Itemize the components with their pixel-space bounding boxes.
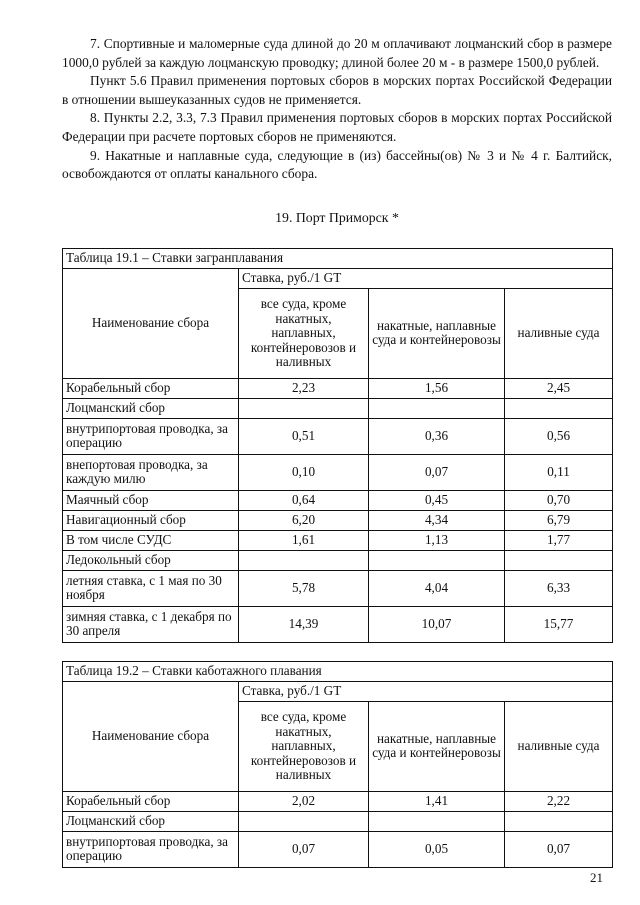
- paragraph-8: 8. Пункты 2.2, 3.3, 7.3 Правил применения портовых сборов в морских портах Российской Федерации при расчете портовых сборов не применяются.: [62, 110, 612, 144]
- table-row: [63, 530, 613, 550]
- page-number: 21: [590, 870, 603, 885]
- rate-value: 2,23: [239, 378, 369, 398]
- rate-value: 6,20: [239, 510, 369, 530]
- row-label: внепортовая проводка, за каждую милю: [63, 454, 239, 490]
- rate-value: 6,33: [505, 570, 613, 606]
- rate-value: 1,41: [369, 791, 505, 811]
- row-label: Лоцманский сбор: [63, 398, 239, 418]
- rate-value: [239, 811, 369, 831]
- rate-value: 0,05: [369, 831, 505, 867]
- column-header-name: Наименование сбора: [63, 681, 239, 791]
- column-header-all-vessels: все суда, кроме накатных, наплавных, контейнеровозов и наливных: [239, 701, 369, 791]
- rate-value: 15,77: [505, 606, 613, 642]
- rate-value: 1,77: [505, 530, 613, 550]
- rate-value: 1,13: [369, 530, 505, 550]
- rate-value: 6,79: [505, 510, 613, 530]
- rate-value: 0,70: [505, 490, 613, 510]
- column-header-tankers: наливные суда: [505, 701, 613, 791]
- rate-value: 0,36: [369, 418, 505, 454]
- table-19-1: [62, 248, 613, 643]
- row-label: Лоцманский сбор: [63, 811, 239, 831]
- rate-value: 0,11: [505, 454, 613, 490]
- row-label: Маячный сбор: [63, 490, 239, 510]
- row-label: внутрипортовая проводка, за операцию: [63, 831, 239, 867]
- rate-header: Ставка, руб./1 GT: [239, 268, 613, 288]
- row-label: Навигационный сбор: [63, 510, 239, 530]
- rate-value: 2,45: [505, 378, 613, 398]
- table-row: [63, 490, 613, 510]
- rate-value: [505, 811, 613, 831]
- table-row: [63, 831, 613, 867]
- column-header-roro: накатные, наплавные суда и контейнеровозы: [369, 288, 505, 378]
- table-row: [63, 570, 613, 606]
- rate-value: 0,07: [505, 831, 613, 867]
- row-label: внутрипортовая проводка, за операцию: [63, 418, 239, 454]
- rate-value: [505, 550, 613, 570]
- rate-value: 2,22: [505, 791, 613, 811]
- table-caption: Таблица 19.2 – Ставки каботажного плавания: [63, 661, 613, 681]
- paragraph-7: 7. Спортивные и маломерные суда длиной до 20 м оплачивают лоцманский сбор в размере 1000,0 рублей за каждую лоцманскую проводку; длиной более 20 м - в размере 1500,0 рублей.: [62, 36, 612, 70]
- rate-value: 0,56: [505, 418, 613, 454]
- rate-value: 4,04: [369, 570, 505, 606]
- row-label: Ледокольный сбор: [63, 550, 239, 570]
- section-heading: 19. Порт Приморск *: [275, 209, 399, 225]
- document-page: [62, 35, 612, 868]
- rate-value: 14,39: [239, 606, 369, 642]
- row-label: Корабельный сбор: [63, 791, 239, 811]
- rate-value: 1,61: [239, 530, 369, 550]
- table-row: [63, 550, 613, 570]
- rate-value: 0,51: [239, 418, 369, 454]
- rate-value: 5,78: [239, 570, 369, 606]
- rate-value: 10,07: [369, 606, 505, 642]
- table-row: [63, 418, 613, 454]
- paragraph-5-6-note: Пункт 5.6 Правил применения портовых сборов в морских портах Российской Федерации в отношении вышеуказанных судов не применяется.: [62, 73, 612, 107]
- column-header-tankers: наливные суда: [505, 288, 613, 378]
- table-row: [63, 791, 613, 811]
- paragraph-9: 9. Накатные и наплавные суда, следующие в (из) бассейны(ов) № 3 и № 4 г. Балтийск, освобождаются от оплаты канального сбора.: [62, 147, 612, 182]
- rate-value: 0,07: [369, 454, 505, 490]
- table-row: [63, 606, 613, 642]
- rate-value: 0,64: [239, 490, 369, 510]
- rate-value: 0,07: [239, 831, 369, 867]
- table-row: [63, 378, 613, 398]
- column-header-all-vessels: все суда, кроме накатных, наплавных, контейнеровозов и наливных: [239, 288, 369, 378]
- rate-value: [239, 550, 369, 570]
- rate-value: [239, 398, 369, 418]
- row-label: зимняя ставка, с 1 декабря по 30 апреля: [63, 606, 239, 642]
- row-label: Корабельный сбор: [63, 378, 239, 398]
- row-label: В том числе СУДС: [63, 530, 239, 550]
- column-header-name: Наименование сбора: [63, 268, 239, 378]
- rate-value: 2,02: [239, 791, 369, 811]
- table-row: [63, 510, 613, 530]
- rate-value: [369, 550, 505, 570]
- rate-value: 1,56: [369, 378, 505, 398]
- rate-header: Ставка, руб./1 GT: [239, 681, 613, 701]
- table-row: [63, 454, 613, 490]
- column-header-roro: накатные, наплавные суда и контейнеровозы: [369, 701, 505, 791]
- table-row: [63, 398, 613, 418]
- rate-value: [369, 398, 505, 418]
- table-19-2: [62, 661, 613, 868]
- rate-value: 0,45: [369, 490, 505, 510]
- rate-value: 0,10: [239, 454, 369, 490]
- rate-value: [369, 811, 505, 831]
- row-label: летняя ставка, с 1 мая по 30 ноября: [63, 570, 239, 606]
- rate-value: [505, 398, 613, 418]
- table-caption: Таблица 19.1 – Ставки загранплавания: [63, 248, 613, 268]
- table-row: [63, 811, 613, 831]
- rate-value: 4,34: [369, 510, 505, 530]
